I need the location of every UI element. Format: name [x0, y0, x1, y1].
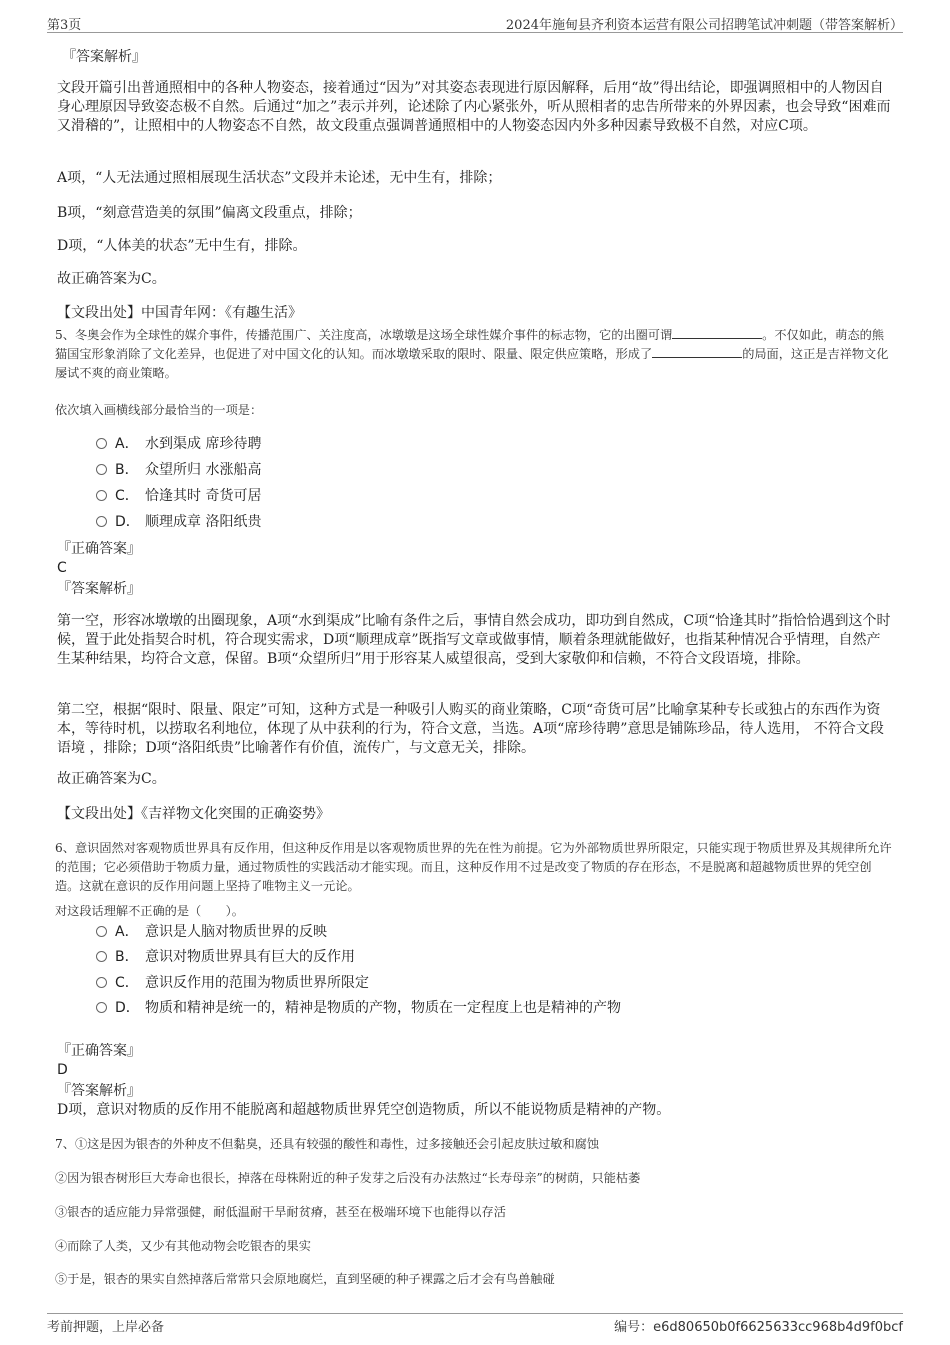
q4-source: 【文段出处】中国青年网：《有趣生活》: [57, 305, 302, 321]
q7-sentence-1: 7、①这是因为银杏的外种皮不但黏臭，还具有较强的酸性和毒性，过多接触还会引起皮肤过敏和腐蚀: [55, 1137, 600, 1151]
q4-analysis-paragraph: 文段开篇引出普通照相中的各种人物姿态，接着通过“因为”对其姿态表现进行原因解释，后用“故”得出结论，即强调照相中的人物因自身心理原因导致姿态极不自然。后通过“加之”表示并列，论述除了内心紧张外，听从照相者的忠告所带来的外界因素，也会导致“困难而又滑稽的”，让照相中的人物姿态不自然，故文段重点强调普通照相中的人物姿态因内外多种因素导致极不自然，对应C项。: [57, 80, 891, 134]
radio-button[interactable]: [96, 490, 107, 501]
q5-option-d[interactable]: D． 顺理成章 洛阳纸贵: [96, 512, 261, 532]
q5-option-b[interactable]: B． 众望所归 水涨船高: [96, 460, 261, 480]
q6-stem: 6、意识固然对客观物质世界具有反作用，但这种反作用是以客观物质世界的先在性为前提。它为外部物质世界所限定，只能实现于物质世界及其规律所允许的范围；它必须借助于物质力量，通过物质性的实践活动才能实现。而且，这种反作用不过是改变了物质的存在形态，不是脱离和超越物质世界的凭空创造。这就在意识的反作用问题上坚持了唯物主义一元论。: [55, 841, 892, 893]
radio-button[interactable]: [96, 516, 107, 527]
q5-option-a[interactable]: A． 水到渠成 席珍待聘: [96, 434, 261, 454]
radio-button[interactable]: [96, 464, 107, 475]
q4-analysis-a: A项，“人无法通过照相展现生活状态”文段并未论述，无中生有，排除；: [57, 170, 502, 186]
radio-button[interactable]: [96, 926, 107, 937]
blank-1: [672, 326, 762, 339]
q6-option-d[interactable]: D． 物质和精神是统一的，精神是物质的产物，物质在一定程度上也是精神的产物: [96, 998, 621, 1018]
radio-button[interactable]: [96, 977, 107, 988]
q4-conclusion: 故正确答案为C。: [57, 271, 166, 287]
document-code: 编号：e6d80650b0f6625633cc968b4d9f0bcf: [614, 1320, 903, 1335]
q5-source: 【文段出处】《吉祥物文化突围的正确姿势》: [57, 806, 330, 822]
q7-sentence-4: ④而除了人类，又少有其他动物会吃银杏的果实: [55, 1239, 311, 1253]
radio-button[interactable]: [96, 951, 107, 962]
q5-conclusion: 故正确答案为C。: [57, 771, 166, 787]
q6-prompt: 对这段话理解不正确的是（ ）。: [55, 904, 244, 918]
q7-sentence-3: ③银杏的适应能力异常强健，耐低温耐干旱耐贫瘠，甚至在极端环境下也能得以存活: [55, 1205, 506, 1219]
q4-analysis-b: B项，“刻意营造美的氛围”偏离文段重点，排除；: [57, 205, 362, 221]
q5-option-c[interactable]: C． 恰逢其时 奇货可居: [96, 486, 261, 506]
q5-analysis-paragraph-2: 第二空，根据“限时、限量、限定”可知，这种方式是一种吸引人购买的商业策略，C项“奇货可居”比喻拿某种专长或独占的东西作为资本，等待时机，以捞取名利地位，体现了从中获利的行为，符合文意，当选。A项“席珍待聘”意思是铺陈珍品，待人选用， 不符合文段语境 ，排除；D项“洛阳纸贵”比喻著作有价值，流传广，与文意无关，排除。: [57, 702, 884, 756]
q6-analysis: D项，意识对物质的反作用不能脱离和超越物质世界凭空创造物质，所以不能说物质是精神的产物。: [57, 1102, 671, 1118]
footer-slogan: 考前押题，上岸必备: [47, 1320, 165, 1335]
q6-answer-label: 『正确答案』: [57, 1043, 141, 1059]
q5-analysis-label: 『答案解析』: [57, 581, 141, 597]
q5-stem: 5、冬奥会作为全球性的媒介事件，传播范围广、关注度高，冰墩墩是这场全球性媒介事件的标志物，它的出圈可谓 。不仅如此，萌态的熊猫国宝形象消除了文化差异，也促进了对中国文化的认知。而冰墩墩采取的限时、限量、限定供应策略，形成了 的局面，这正是吉祥物文化屡试不爽的商业策略。: [55, 328, 889, 380]
page-footer: [47, 1313, 903, 1334]
radio-button[interactable]: [96, 1002, 107, 1013]
q5-prompt: 依次填入画横线部分最恰当的一项是：: [55, 403, 263, 417]
q5-answer: C: [57, 560, 67, 576]
q5-analysis-paragraph-1: 第一空，形容冰墩墩的出圈现象，A项“水到渠成”比喻有条件之后，事情自然会成功，即功到自然成，C项“恰逢其时”指恰恰遇到这个时候，置于此处指契合时机，符合现实需求，D项“顺理成章”既指写文章或做事情，顺着条理就能做好，也指某种情况合乎情理，自然产生某种结果，均符合文意，保留。B项“众望所归”用于形容某人威望很高，受到大家敬仰和信赖，不符合文段语境，排除。: [57, 613, 891, 667]
q6-option-b[interactable]: B． 意识对物质世界具有巨大的反作用: [96, 947, 355, 967]
document-title: 2024年施甸县齐利资本运营有限公司招聘笔试冲刺题（带答案解析）: [505, 18, 903, 33]
q7-sentence-5: ⑤于是，银杏的果实自然掉落后常常只会原地腐烂，直到坚硬的种子裸露之后才会有鸟兽触碰: [55, 1272, 555, 1286]
q5-answer-label: 『正确答案』: [57, 541, 141, 557]
page-header: [47, 14, 903, 33]
q4-analysis-label: 『答案解析』: [62, 49, 146, 65]
q6-option-c[interactable]: C． 意识反作用的范围为物质世界所限定: [96, 973, 369, 993]
q4-analysis-d: D项，“人体美的状态”无中生有，排除。: [57, 238, 307, 254]
blank-2: [652, 345, 742, 358]
radio-button[interactable]: [96, 438, 107, 449]
q6-answer: D: [57, 1062, 68, 1078]
q7-sentence-2: ②因为银杏树形巨大寿命也很长，掉落在母株附近的种子发芽之后没有办法熬过“长寿母亲”的树荫，只能枯萎: [55, 1171, 641, 1185]
page-number: 第3页: [47, 18, 82, 33]
q6-analysis-label: 『答案解析』: [57, 1083, 141, 1099]
q6-option-a[interactable]: A． 意识是人脑对物质世界的反映: [96, 922, 327, 942]
